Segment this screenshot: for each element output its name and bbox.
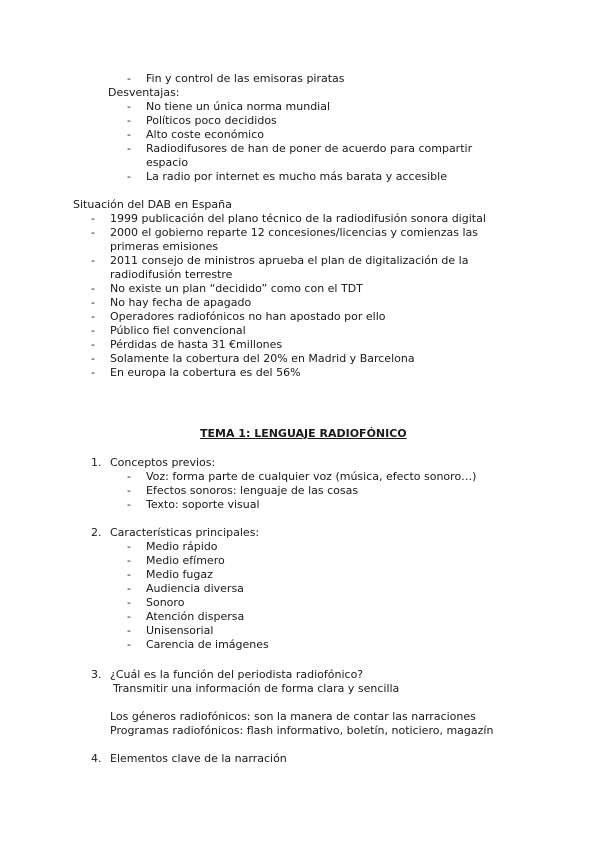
list-item: En europa la cobertura es del 56% [110, 366, 301, 379]
bullet-dash: - [127, 114, 131, 127]
section-heading: Características principales: [110, 526, 260, 539]
bullet-dash: - [91, 338, 95, 351]
paragraph-programas: Programas radiofónicos: flash informativo, boletín, noticiero, magazín [110, 724, 494, 737]
paragraph-generos: Los géneros radiofónicos: son la manera de contar las narraciones [110, 710, 476, 723]
bullet-dash: - [127, 610, 131, 623]
section-number: 4. [91, 752, 102, 765]
page-title: TEMA 1: LENGUAJE RADIOFÓNICO [200, 427, 407, 440]
dab-heading: Situación del DAB en España [73, 198, 232, 211]
list-item: Carencia de imágenes [146, 638, 269, 651]
bullet-dash: - [91, 296, 95, 309]
list-item: Fin y control de las emisoras piratas [146, 72, 345, 85]
list-item: Sonoro [146, 596, 185, 609]
bullet-dash: - [127, 498, 131, 511]
list-item: Alto coste económico [146, 128, 265, 141]
bullet-dash: - [127, 582, 131, 595]
list-item: Público fiel convencional [110, 324, 246, 337]
list-item: 2000 el gobierno reparte 12 concesiones/licencias y comienzas las [110, 226, 479, 239]
list-item: Medio efímero [146, 554, 225, 567]
list-item: Voz: forma parte de cualquier voz (música, efecto sonoro…) [146, 470, 477, 483]
bullet-dash: - [91, 310, 95, 323]
list-item: Atención dispersa [146, 610, 245, 623]
list-item: Operadores radiofónicos no han apostado por ello [110, 310, 386, 323]
bullet-dash: - [127, 596, 131, 609]
bullet-dash: - [127, 128, 131, 141]
bullet-dash: - [91, 366, 95, 379]
bullet-dash: - [127, 72, 131, 85]
list-item: No existe un plan “decidido” como con el TDT [110, 282, 363, 295]
bullet-dash: - [91, 352, 95, 365]
list-item: Texto: soporte visual [146, 498, 260, 511]
bullet-dash: - [91, 212, 95, 225]
section-heading: Elementos clave de la narración [110, 752, 287, 765]
list-item: No tiene un única norma mundial [146, 100, 331, 113]
list-item-continuation: radiodifusión terrestre [110, 268, 233, 281]
list-item: Radiodifusores de han de poner de acuerdo para compartir [146, 142, 473, 155]
bullet-dash: - [91, 226, 95, 239]
bullet-dash: - [127, 100, 131, 113]
list-item: Audiencia diversa [146, 582, 244, 595]
list-item-continuation: primeras emisiones [110, 240, 219, 253]
bullet-dash: - [127, 484, 131, 497]
list-item: No hay fecha de apagado [110, 296, 252, 309]
section-heading: ¿Cuál es la función del periodista radiofónico? [110, 668, 364, 681]
bullet-dash: - [127, 540, 131, 553]
section-number: 1. [91, 456, 102, 469]
list-item: 1999 publicación del plano técnico de la radiodifusión sonora digital [110, 212, 486, 225]
section-number: 3. [91, 668, 102, 681]
desventajas-label: Desventajas: [108, 86, 180, 99]
list-item: Solamente la cobertura del 20% en Madrid y Barcelona [110, 352, 415, 365]
bullet-dash: - [127, 170, 131, 183]
bullet-dash: - [91, 254, 95, 267]
list-item: Pérdidas de hasta 31 €millones [110, 338, 283, 351]
bullet-dash: - [127, 624, 131, 637]
list-item: Políticos poco decididos [146, 114, 277, 127]
bullet-dash: - [127, 568, 131, 581]
bullet-dash: - [127, 638, 131, 651]
list-item: 2011 consejo de ministros aprueba el plan de digitalización de la [110, 254, 469, 267]
section-heading: Conceptos previos: [110, 456, 216, 469]
answer-text: Transmitir una información de forma clara y sencilla [113, 682, 400, 695]
list-item: Unisensorial [146, 624, 214, 637]
bullet-dash: - [91, 324, 95, 337]
list-item: Efectos sonoros: lenguaje de las cosas [146, 484, 359, 497]
list-item-continuation: espacio [146, 156, 189, 169]
bullet-dash: - [127, 470, 131, 483]
bullet-dash: - [127, 554, 131, 567]
bullet-dash: - [91, 282, 95, 295]
bullet-dash: - [127, 142, 131, 155]
section-number: 2. [91, 526, 102, 539]
list-item: Medio fugaz [146, 568, 213, 581]
list-item: La radio por internet es mucho más barata y accesible [146, 170, 447, 183]
list-item: Medio rápido [146, 540, 218, 553]
